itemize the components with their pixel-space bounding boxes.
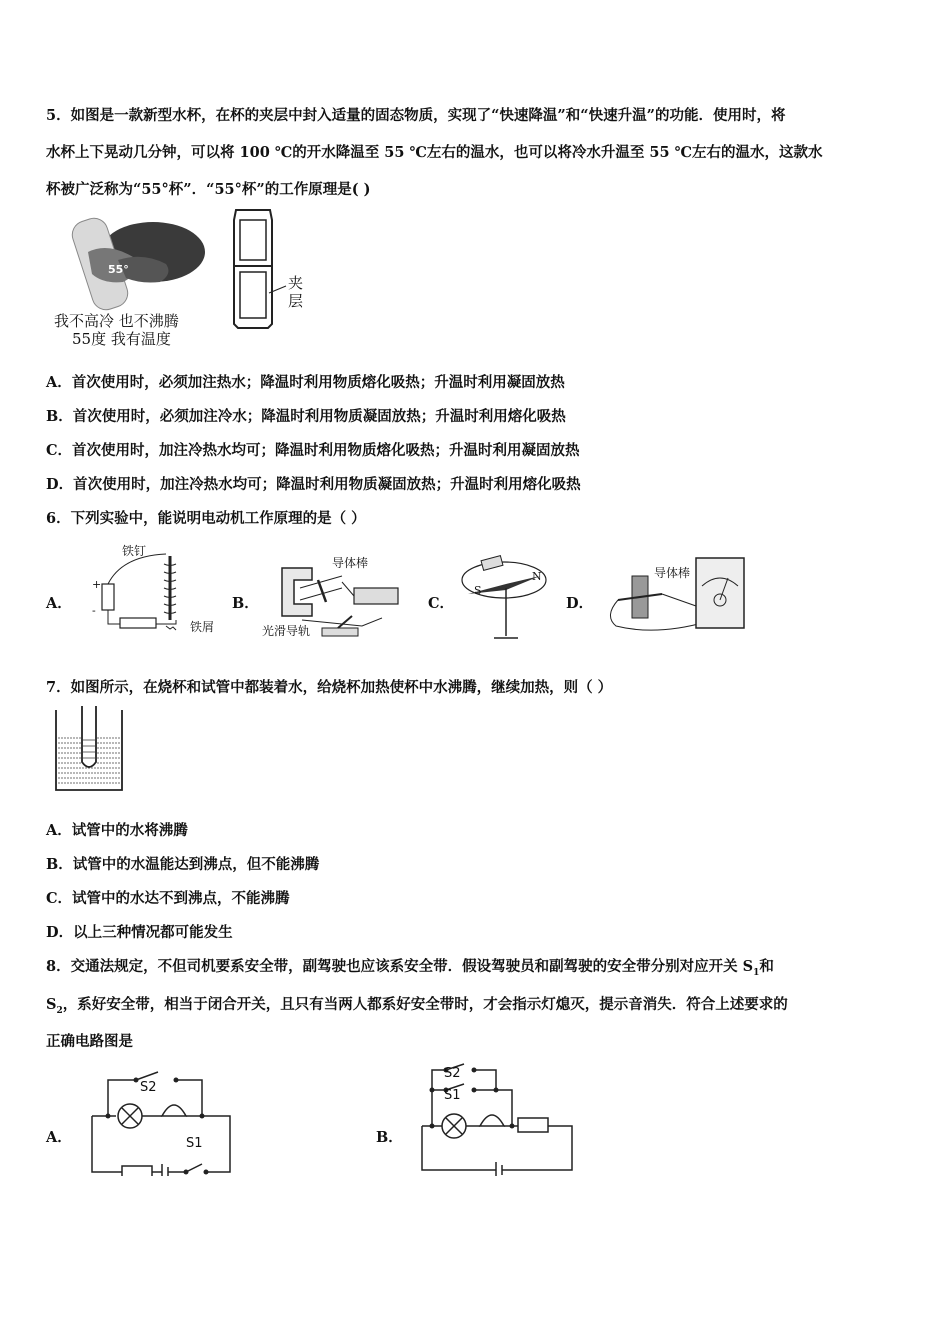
q5-stem-line-3: 杯被广泛称为“55°杯”．“55°杯”的工作原理是( ) <box>46 181 371 198</box>
b-s1-label: S1 <box>444 1088 461 1103</box>
q6-option-c-letter[interactable]: C． <box>428 595 455 612</box>
q5-option-d[interactable]: D．首次使用时，加注冷热水均可；降温时利用物质凝固放热；升温时利用熔化吸热 <box>46 476 581 493</box>
battery-plus-label: + <box>92 578 102 591</box>
q5-option-b[interactable]: B．首次使用时，必须加注冷水；降温时利用物质凝固放热；升温时利用熔化吸热 <box>46 408 566 425</box>
q6-figure-a[interactable] <box>82 546 222 638</box>
q7-option-d[interactable]: D．以上三种情况都可能发生 <box>46 924 233 941</box>
q7-option-b[interactable]: B．试管中的水温能达到沸点，但不能沸腾 <box>46 856 320 873</box>
circuit-a-diagram <box>86 1064 236 1176</box>
b-rail-label: 光滑导轨 <box>262 624 311 638</box>
compass-n-label: N <box>532 570 542 583</box>
q8-circuit-b[interactable] <box>416 1062 580 1176</box>
q6-stem: 6．下列实验中，能说明电动机工作原理的是（ ） <box>46 510 366 527</box>
compass-needle-diagram <box>456 550 556 646</box>
beaker-test-tube-diagram <box>52 706 126 794</box>
q5-stem-line-1: 5．如图是一款新型水杯，在杯的夹层中封入适量的固态物质，实现了“快速降温”和“快速升温”的功能．使用时，将 <box>46 107 786 124</box>
b-s2-label: S2 <box>444 1066 461 1081</box>
iron-nail-label: 铁钉 <box>122 544 147 558</box>
svg-text:55°: 55° <box>108 263 129 276</box>
q6-figure-b[interactable] <box>262 558 412 642</box>
q5-stem-line-2: 水杯上下晃动几分钟，可以将 100 ℃的开水降温至 55 ℃左右的温水，也可以将冷水升温至 55 ℃左右的温水，这款水 <box>46 144 823 161</box>
layer-label-1: 夹 <box>288 274 304 292</box>
q7-option-a[interactable]: A．试管中的水将沸腾 <box>46 822 188 839</box>
q7-stem: 7．如图所示，在烧杯和试管中都装着水，给烧杯加热使杯中水沸腾，继续加热，则（ ） <box>46 679 613 696</box>
q7-option-c[interactable]: C．试管中的水达不到沸点，不能沸腾 <box>46 890 290 907</box>
q7-beaker-figure <box>52 706 126 794</box>
q5-cup-photo <box>48 212 208 347</box>
b-rod-label: 导体棒 <box>332 556 369 570</box>
q8-stem-line-3: 正确电路图是 <box>46 1033 133 1050</box>
battery-minus-label: - <box>92 604 96 617</box>
q8-option-b-letter[interactable]: B． <box>376 1129 403 1146</box>
q8-option-a-letter[interactable]: A． <box>46 1129 72 1146</box>
q5-option-a[interactable]: A．首次使用时，必须加注热水；降温时利用物质熔化吸热；升温时利用凝固放热 <box>46 374 565 391</box>
q8-stem-line-2: $S_2$，系好安全带，相当于闭合开关，且只有当两人都系好安全带时，才会指示灯熄灭，提示音消失．符合上述要求的 <box>46 996 788 1016</box>
layer-label-2: 层 <box>288 292 304 310</box>
q6-option-a-letter[interactable]: A． <box>46 595 72 612</box>
q8-stem-line-1: 8．交通法规定，不但司机要系安全带，副驾驶也应该系安全带．假设驾驶员和副驾驶的安全带分别对应开关 $S_1$和 <box>46 958 774 978</box>
iron-filings-label: 铁屑 <box>190 620 215 634</box>
q6-figure-d[interactable] <box>596 556 756 638</box>
q6-figure-c[interactable] <box>456 550 556 646</box>
q6-option-d-letter[interactable]: D． <box>566 595 594 612</box>
q6-option-b-letter[interactable]: B． <box>232 595 259 612</box>
q8-circuit-a[interactable] <box>86 1064 236 1176</box>
q5-cup-diagram <box>228 208 318 330</box>
cup-55-mark <box>108 262 138 276</box>
a-s1-label: S1 <box>186 1136 203 1151</box>
a-s2-label: S2 <box>140 1080 157 1095</box>
q5-option-c[interactable]: C．首次使用时，加注冷热水均可；降温时利用物质熔化吸热；升温时利用凝固放热 <box>46 442 580 459</box>
cup-layer-diagram <box>228 208 318 330</box>
photo-caption-2: 55度 我有温度 <box>72 330 171 348</box>
compass-s-label: S <box>474 584 482 597</box>
photo-caption-1: 我不高冷 也不沸腾 <box>54 312 179 330</box>
circuit-b-diagram <box>416 1062 580 1176</box>
d-rod-label: 导体棒 <box>654 566 691 580</box>
